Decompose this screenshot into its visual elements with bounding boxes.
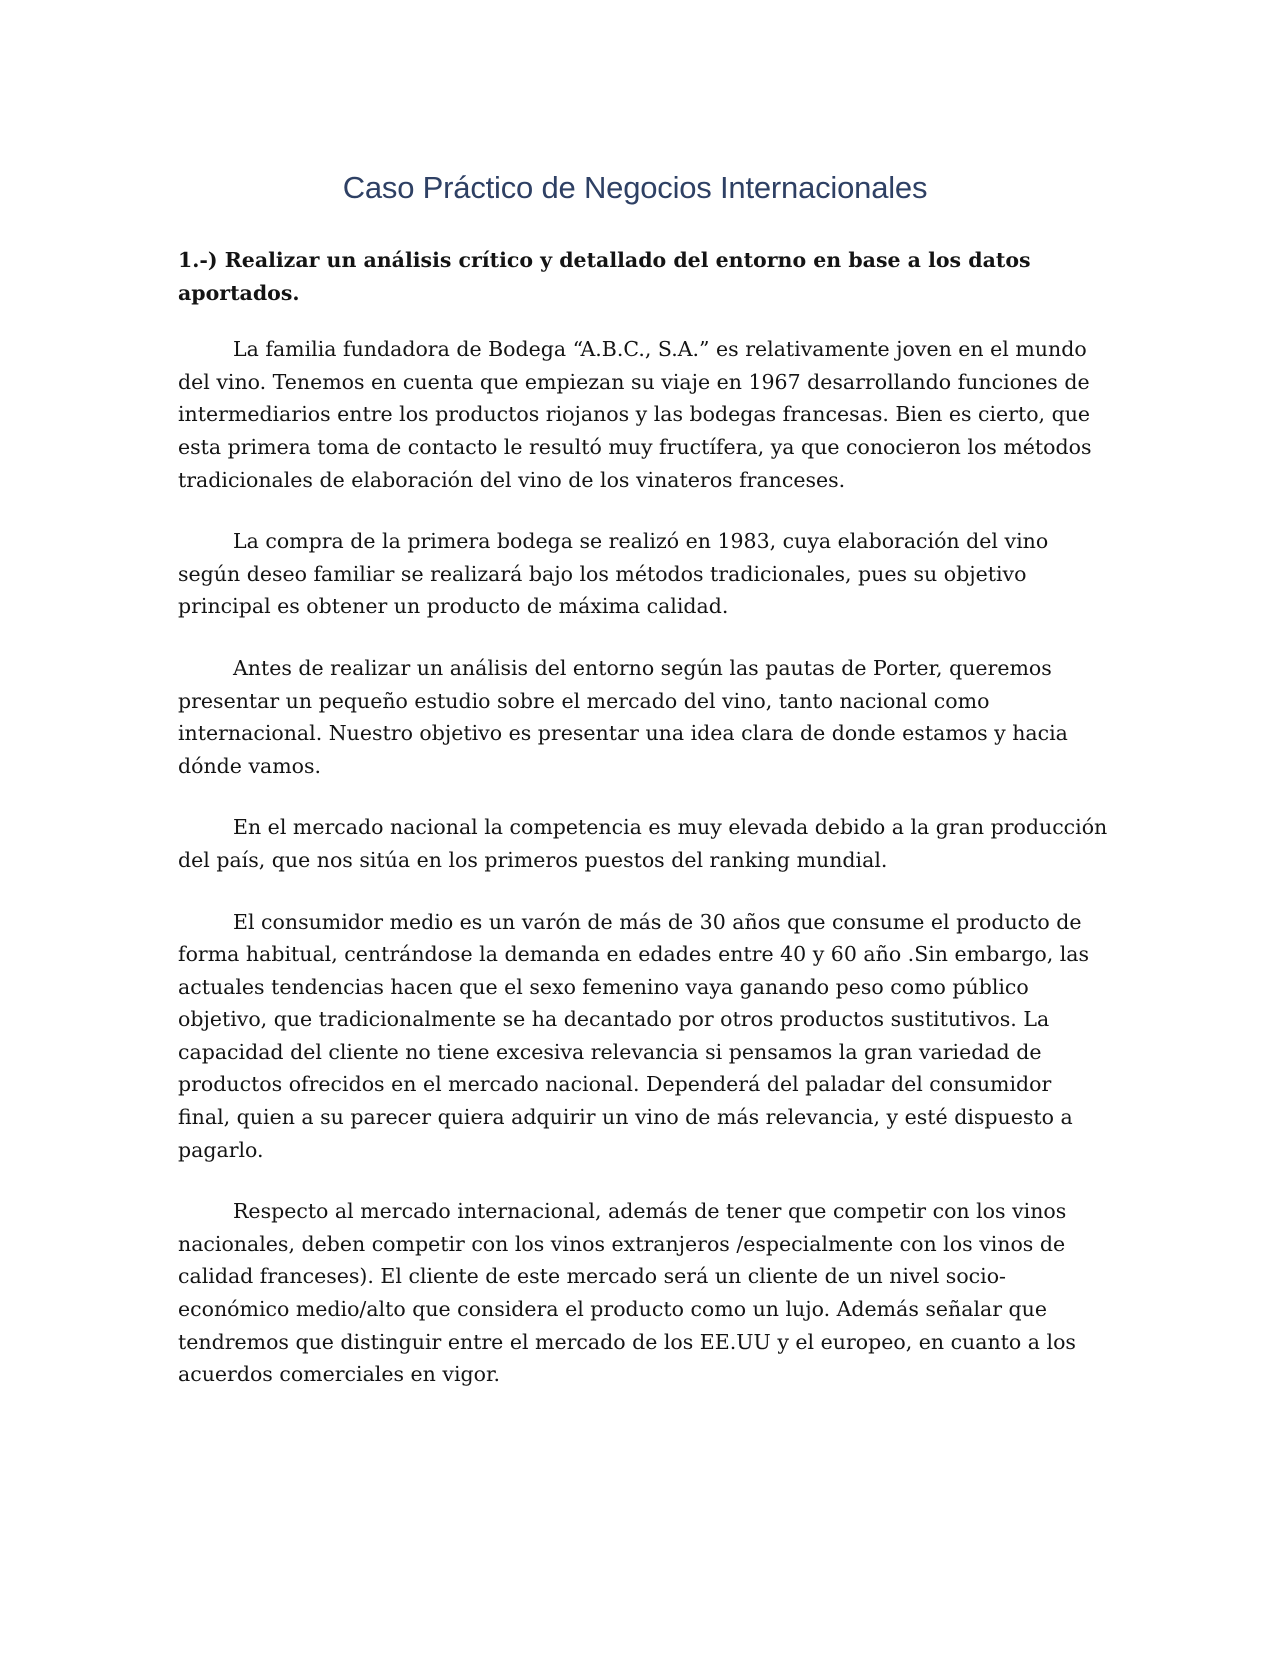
paragraph-history: La familia fundadora de Bodega “A.B.C., S.A.” es relativamente joven en el mundo del vino. Tenemos en cuenta que empiezan su viaje en 1967 desarrollando funciones de intermediarios entre los productos riojanos y las bodegas francesas. Bien es cierto, que esta primera toma de contacto le resultó muy fructífera, ya que conocieron los métodos tradicionales de elaboración del vino de los vinateros franceses.: [178, 337, 1092, 492]
paragraph-first-winery: La compra de la primera bodega se realizó en 1983, cuya elaboración del vino según deseo familiar se realizará bajo los métodos tradicionales, pues su objetivo principal es obtener un producto de máxima calidad.: [178, 529, 1049, 619]
paragraph-market-study: Antes de realizar un análisis del entorno según las pautas de Porter, queremos presentar un pequeño estudio sobre el mercado del vino, tanto nacional como internacional. Nuestro objetivo es presentar una idea clara de donde estamos y hacia dónde vamos.: [178, 655, 1068, 778]
document-title: Caso Práctico de Negocios Internacionales: [342, 170, 928, 205]
paragraph-consumer-profile: El consumidor medio es un varón de más de 30 años que consume el producto de forma habitual, centrándose la demanda en edades entre 40 y 60 año .Sin embargo, las actuales tendencias hacen que el sexo femenino vaya ganando peso como público objetivo, que tradicionalmente se ha decantado por otros productos sustitutivos. La capacidad del cliente no tiene excesiva relevancia si pensamos la gran variedad de productos ofrecidos en el mercado nacional. Dependerá del paladar del consumidor final, quien a su parecer quiera adquirir un vino de más relevancia, y esté dispuesto a pagarlo.: [178, 909, 1090, 1162]
document-body: [178, 244, 1108, 1420]
paragraph-international-market: Respecto al mercado internacional, además de tener que competir con los vinos nacionales, deben competir con los vinos extranjeros /especialmente con los vinos de calidad franceses). El cliente de este mercado será un cliente de un nivel socio-económico medio/alto que considera el producto como un lujo. Además señalar que tendremos que distinguir entre el mercado de los EE.UU y el europeo, en cuanto a los acuerdos comerciales en vigor.: [178, 1199, 1076, 1387]
paragraph-national-market: En el mercado nacional la competencia es muy elevada debido a la gran producción del país, que nos sitúa en los primeros puestos del ranking mundial.: [178, 815, 1108, 872]
question-heading: 1.-) Realizar un análisis crítico y detallado del entorno en base a los datos aportados.: [178, 248, 1031, 305]
